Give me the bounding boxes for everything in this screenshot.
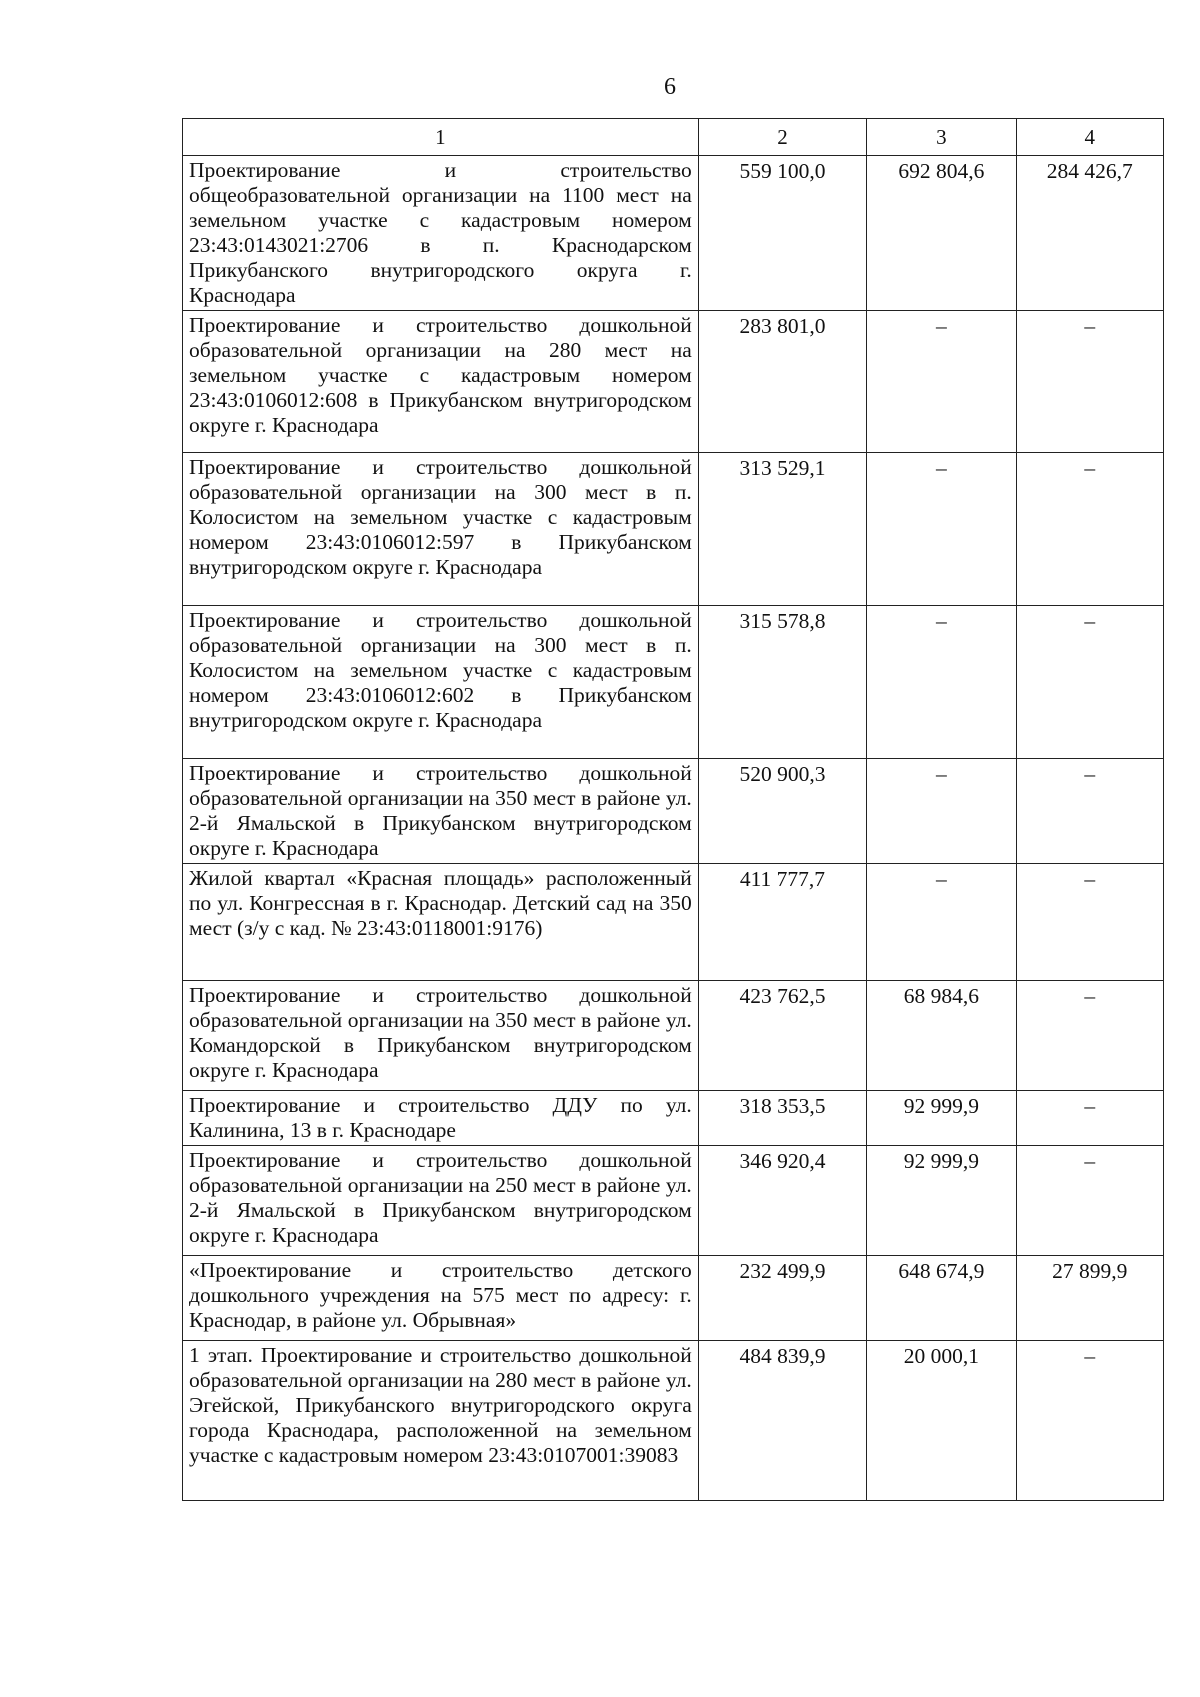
table-row <box>183 606 1164 759</box>
row-description: Проектирование и строительство дошкольной образовательной организации на 300 мест в п. Колосистом на земельном участке с кадастровым номером 23:43:0106012:597 в Прикубанском внутригородском округе г. Краснодара <box>183 453 699 606</box>
row-description: Проектирование и строительство дошкольной образовательной организации на 350 мест в районе ул. 2-й Ямальской в Прикубанском внутригородском округе г. Краснодара <box>183 759 699 864</box>
row-value-col3: – <box>867 311 1016 453</box>
row-value-col2: 232 499,9 <box>698 1256 866 1341</box>
row-description: Проектирование и строительство дошкольной образовательной организации на 280 мест на земельном участке с кадастровым номером 23:43:0106012:608 в Прикубанском внутригородском округе г. Краснодара <box>183 311 699 453</box>
row-value-col2: 484 839,9 <box>698 1341 866 1501</box>
page-number: 6 <box>664 74 676 100</box>
row-description: «Проектирование и строительство детского дошкольного учреждения на 575 мест по адресу: г. Краснодар, в районе ул. Обрывная» <box>183 1256 699 1341</box>
funding-table <box>182 118 1164 1501</box>
row-value-col3: 68 984,6 <box>867 981 1016 1091</box>
table-row <box>183 1256 1164 1341</box>
row-value-col4: – <box>1016 311 1163 453</box>
table-row <box>183 311 1164 453</box>
header-col-1: 1 <box>183 119 699 156</box>
row-value-col4: 27 899,9 <box>1016 1256 1163 1341</box>
row-value-col2: 520 900,3 <box>698 759 866 864</box>
row-value-col3: 692 804,6 <box>867 156 1016 311</box>
row-value-col4: – <box>1016 864 1163 981</box>
row-description: Проектирование и строительство дошкольной образовательной организации на 250 мест в районе ул. 2-й Ямальской в Прикубанском внутригородском округе г. Краснодара <box>183 1146 699 1256</box>
table-row <box>183 864 1164 981</box>
row-value-col4: 284 426,7 <box>1016 156 1163 311</box>
row-value-col2: 318 353,5 <box>698 1091 866 1146</box>
row-value-col2: 559 100,0 <box>698 156 866 311</box>
table-row <box>183 453 1164 606</box>
row-value-col2: 346 920,4 <box>698 1146 866 1256</box>
row-value-col4: – <box>1016 606 1163 759</box>
header-col-2: 2 <box>698 119 866 156</box>
row-value-col3: – <box>867 864 1016 981</box>
row-value-col4: – <box>1016 453 1163 606</box>
row-value-col2: 423 762,5 <box>698 981 866 1091</box>
row-value-col4: – <box>1016 1341 1163 1501</box>
row-value-col3: 20 000,1 <box>867 1341 1016 1501</box>
header-col-3: 3 <box>867 119 1016 156</box>
table-row <box>183 1091 1164 1146</box>
row-value-col3: – <box>867 759 1016 864</box>
row-value-col3: 648 674,9 <box>867 1256 1016 1341</box>
row-description: Проектирование и строительство общеобразовательной организации на 1100 мест на земельном участке с кадастровым номером 23:43:0143021:2706 в п. Краснодарском Прикубанского внутригородского округа г. Краснодара <box>183 156 699 311</box>
row-value-col4: – <box>1016 981 1163 1091</box>
header-row <box>183 119 1164 156</box>
table-row <box>183 156 1164 311</box>
row-value-col4: – <box>1016 1146 1163 1256</box>
row-value-col2: 283 801,0 <box>698 311 866 453</box>
header-col-4: 4 <box>1016 119 1163 156</box>
table-row <box>183 1146 1164 1256</box>
row-description: Проектирование и строительство дошкольной образовательной организации на 300 мест в п. Колосистом на земельном участке с кадастровым номером 23:43:0106012:602 в Прикубанском внутригородском округе г. Краснодара <box>183 606 699 759</box>
row-value-col3: – <box>867 453 1016 606</box>
row-value-col3: – <box>867 606 1016 759</box>
row-value-col2: 315 578,8 <box>698 606 866 759</box>
row-description: 1 этап. Проектирование и строительство дошкольной образовательной организации на 280 мест в районе ул. Эгейской, Прикубанского внутригородского округа города Краснодара, расположенной на земельном участке с кадастровым номером 23:43:0107001:39083 <box>183 1341 699 1501</box>
row-description: Жилой квартал «Красная площадь» расположенный по ул. Конгрессная в г. Краснодар. Детский сад на 350 мест (з/у с кад. № 23:43:0118001:9176) <box>183 864 699 981</box>
row-value-col3: 92 999,9 <box>867 1091 1016 1146</box>
row-description: Проектирование и строительство ДДУ по ул. Калинина, 13 в г. Краснодаре <box>183 1091 699 1146</box>
row-value-col3: 92 999,9 <box>867 1146 1016 1256</box>
table-row <box>183 981 1164 1091</box>
row-value-col2: 411 777,7 <box>698 864 866 981</box>
row-value-col2: 313 529,1 <box>698 453 866 606</box>
table-row <box>183 1341 1164 1501</box>
table-row <box>183 759 1164 864</box>
row-description: Проектирование и строительство дошкольной образовательной организации на 350 мест в районе ул. Командорской в Прикубанском внутригородском округе г. Краснодара <box>183 981 699 1091</box>
row-value-col4: – <box>1016 759 1163 864</box>
row-value-col4: – <box>1016 1091 1163 1146</box>
